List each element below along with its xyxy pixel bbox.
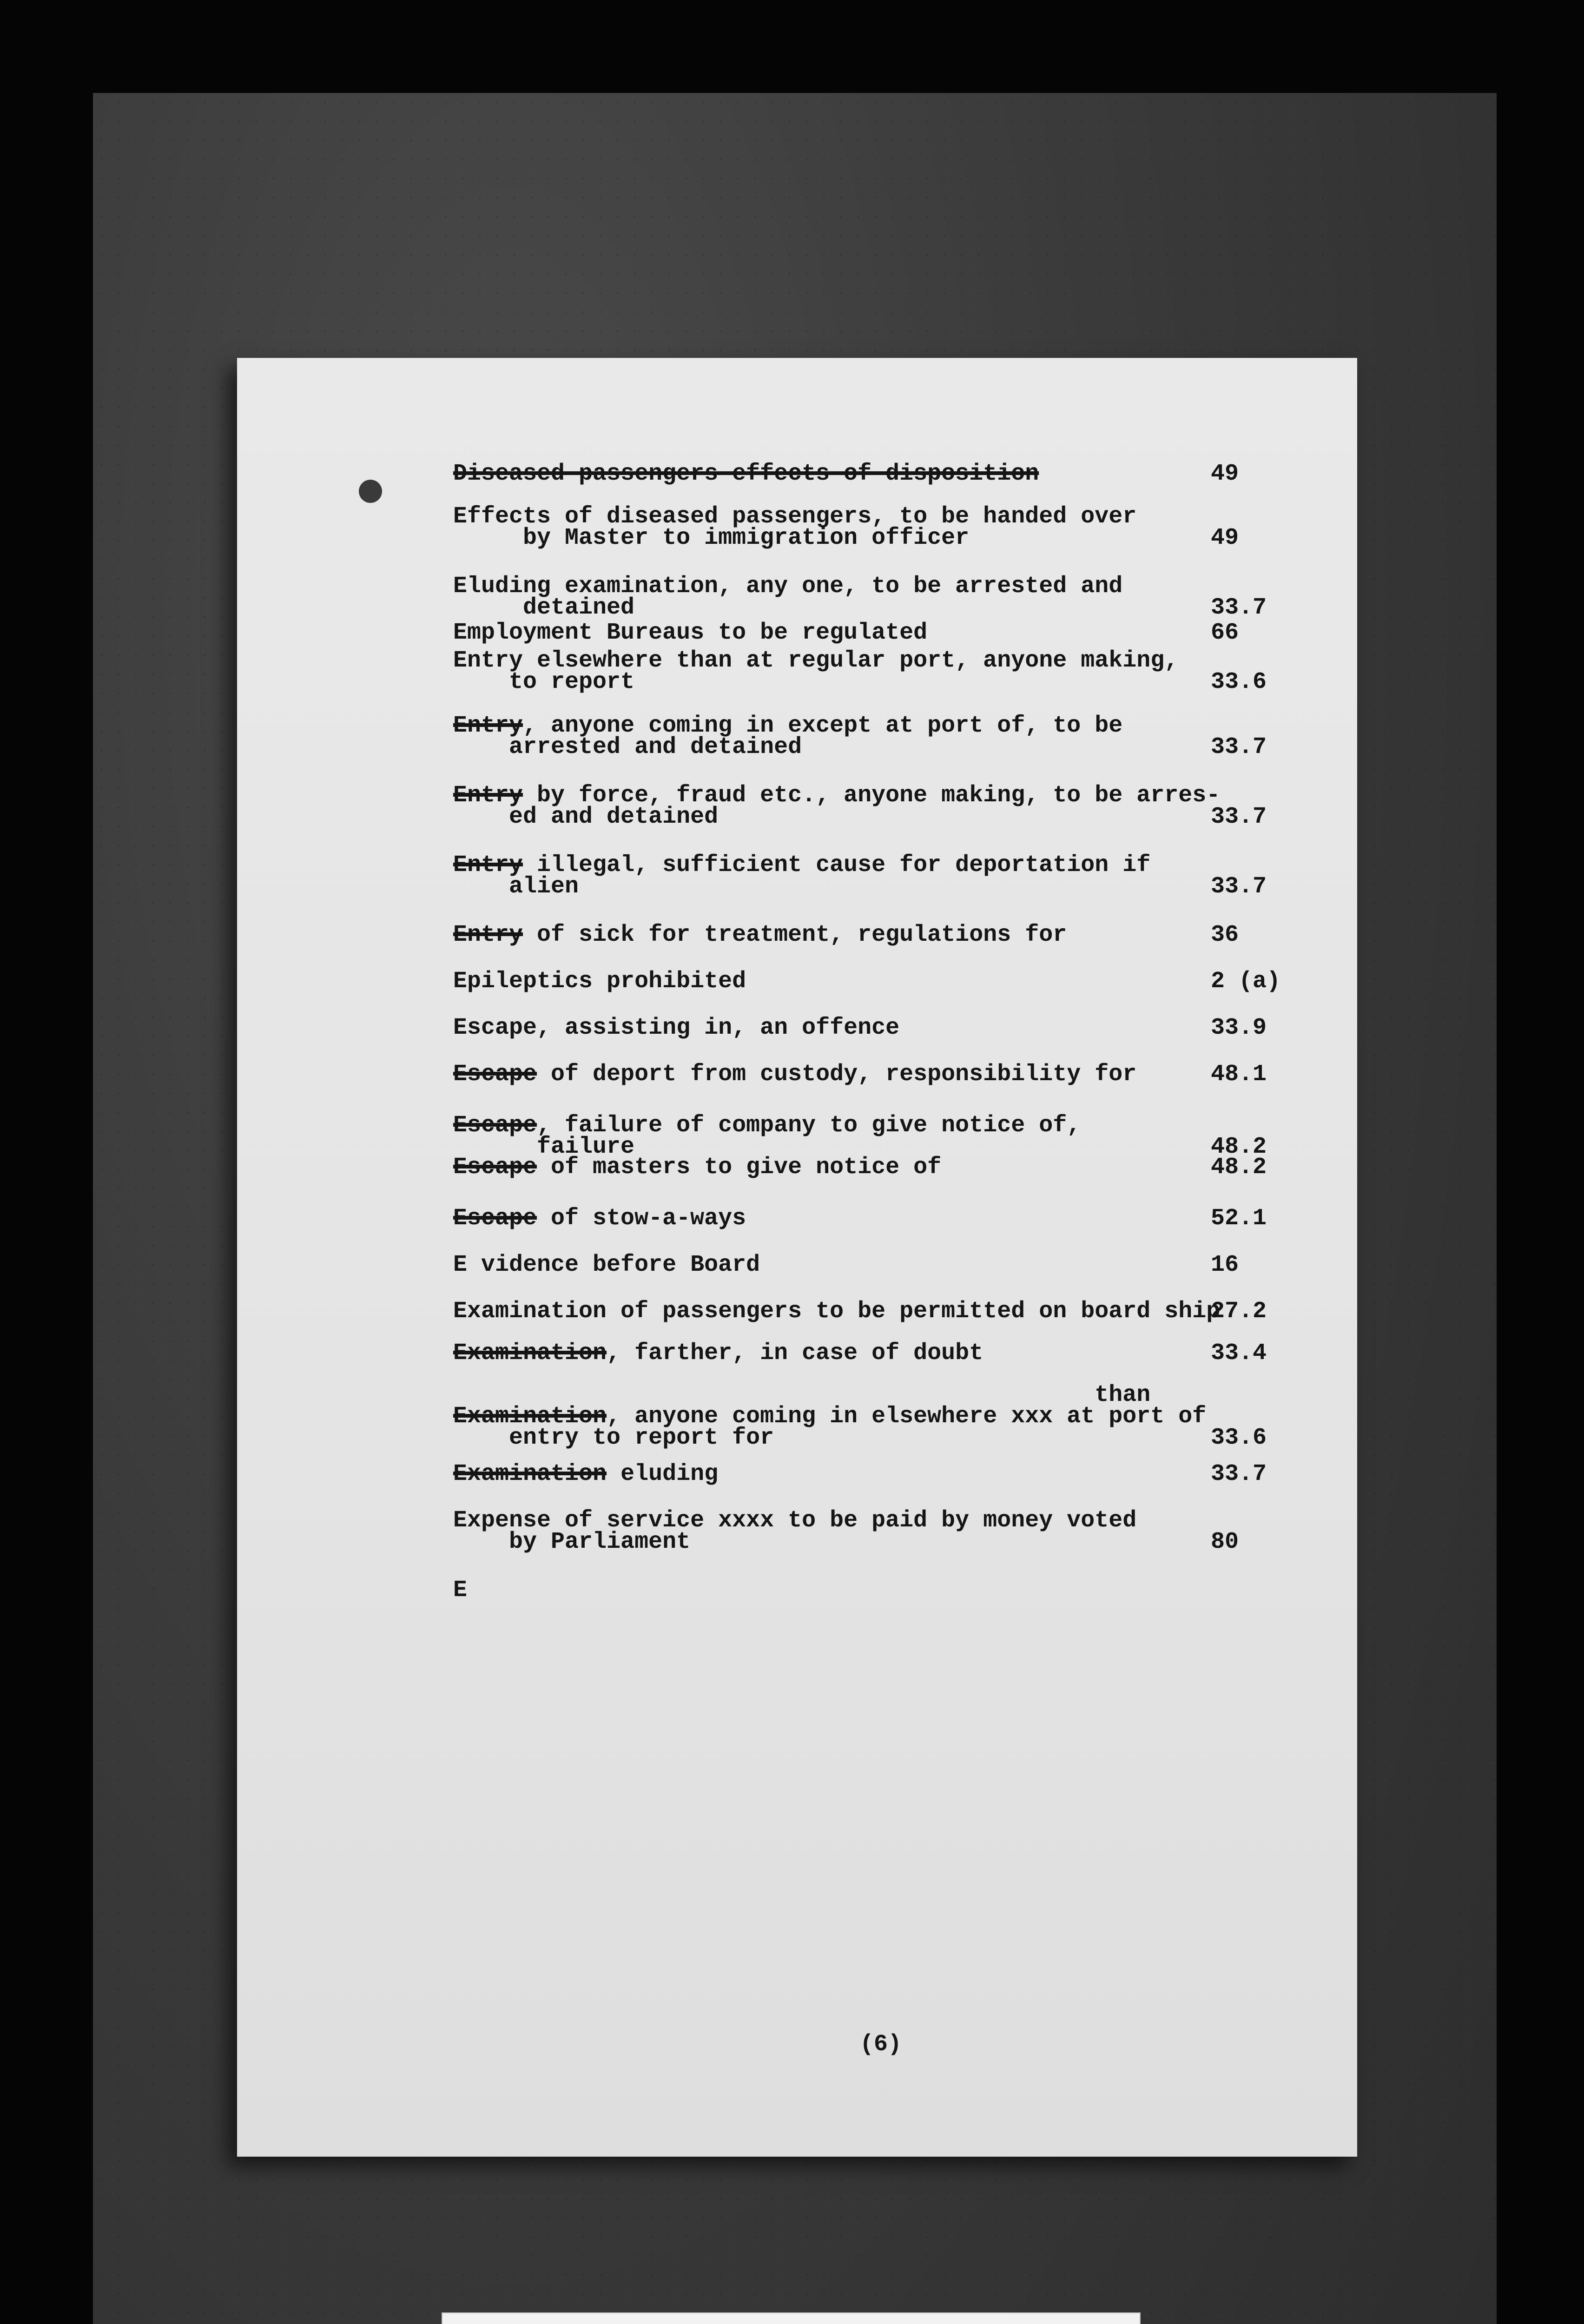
entry-section-number: 33.7 (1211, 1461, 1267, 1487)
struck-heading-word: Examination (453, 1461, 607, 1487)
entry-text-line: Eluding examination, any one, to be arrested and (453, 573, 1123, 600)
document-page (237, 358, 1357, 2157)
entry-section-number: 33.7 (1211, 804, 1267, 830)
entry-section-number: 33.6 (1211, 1425, 1267, 1451)
entry-section-number: 16 (1211, 1252, 1239, 1278)
entry-section-number: 49 (1211, 461, 1239, 487)
entry-text-line: alien (453, 873, 579, 900)
entry-section-number: 80 (1211, 1529, 1239, 1555)
entry-section-number: 33.7 (1211, 734, 1267, 760)
entry-text-line: failure (453, 1134, 635, 1160)
entry-section-number: 48.2 (1211, 1154, 1267, 1181)
entry-text-line: Escape of masters to give notice of (453, 1154, 942, 1181)
entry-section-number: 48.2 (1211, 1134, 1267, 1160)
entry-text-line: Entry by force, fraud etc., anyone making, to be arres- (453, 782, 1221, 809)
entry-section-number: 52.1 (1211, 1205, 1267, 1232)
entry-text-line: Examination of passengers to be permitted on board ship (453, 1298, 1221, 1325)
entry-text-line: Escape of deport from custody, responsibility for (453, 1061, 1137, 1088)
entry-text-line: arrested and detained (453, 734, 802, 760)
entry-text-line: Entry of sick for treatment, regulations for (453, 922, 1067, 948)
entry-text-line: Escape of stow-a-ways (453, 1205, 746, 1232)
entry-text-line: Employment Bureaus to be regulated (453, 620, 928, 646)
entry-text-line: by Parliament (453, 1529, 691, 1555)
entry-text-line: detained (453, 594, 635, 621)
entry-section-number: 33.7 (1211, 594, 1267, 621)
entry-section-number: 49 (1211, 525, 1239, 551)
struck-heading-word: Escape (453, 1205, 537, 1232)
entry-section-number: 48.1 (1211, 1061, 1267, 1088)
entry-section-number: 66 (1211, 620, 1239, 646)
entry-text-line: Escape, failure of company to give notice of, (453, 1112, 1081, 1139)
struck-heading-word: Entry (453, 922, 523, 948)
entry-section-number: 2 (a) (1211, 968, 1281, 995)
entry-text-line: entry to report for (453, 1425, 774, 1451)
entry-text-line: E vidence before Board (453, 1252, 760, 1278)
struck-heading-word: Examination (453, 1340, 607, 1367)
entry-text-line: Entry elsewhere than at regular port, anyone making, (453, 647, 1179, 674)
entry-section-number: 33.7 (1211, 873, 1267, 900)
entry-text-line: Examination, anyone coming in elsewhere xxx at port of (453, 1403, 1207, 1430)
punch-hole (359, 480, 382, 503)
archive-reference-label (442, 2312, 1141, 2324)
entry-text-line: Epileptics prohibited (453, 968, 746, 995)
struck-heading-word: Escape (453, 1112, 537, 1139)
page-number: (6) (860, 2031, 902, 2058)
entry-text-line: Entry illegal, sufficient cause for deportation if (453, 852, 1151, 878)
struck-heading-word: Entry (453, 852, 523, 878)
entry-section-number: 33.4 (1211, 1340, 1267, 1367)
entry-text-line: Escape, assisting in, an offence (453, 1015, 900, 1041)
entry-text-line: ed and detained (453, 804, 719, 830)
struck-heading-word: Examination (453, 1403, 607, 1430)
entry-text-line: than (453, 1382, 1151, 1408)
struck-heading-word: Escape (453, 1061, 537, 1088)
entry-text-line: to report (453, 669, 635, 695)
entry-section-number: 36 (1211, 922, 1239, 948)
entry-section-number: 33.9 (1211, 1015, 1267, 1041)
entry-text-line: Expense of service xxxx to be paid by money voted (453, 1507, 1137, 1534)
entry-text-line: by Master to immigration officer (453, 525, 970, 551)
struck-heading-word: Entry (453, 782, 523, 809)
entry-text-line: Entry, anyone coming in except at port of, to be (453, 713, 1123, 739)
entry-text-line: E (453, 1577, 468, 1604)
entry-text-line: Diseased passengers effects of disposition (453, 461, 1039, 487)
struck-heading-word: Escape (453, 1154, 537, 1181)
struck-heading-word: Entry (453, 713, 523, 739)
entry-text-line: Examination eluding (453, 1461, 719, 1487)
entry-text-line: Effects of diseased passengers, to be handed over (453, 503, 1137, 530)
entry-section-number: 33.6 (1211, 669, 1267, 695)
entry-section-number: 27.2 (1211, 1298, 1267, 1325)
entry-text-line: Examination, farther, in case of doubt (453, 1340, 983, 1367)
